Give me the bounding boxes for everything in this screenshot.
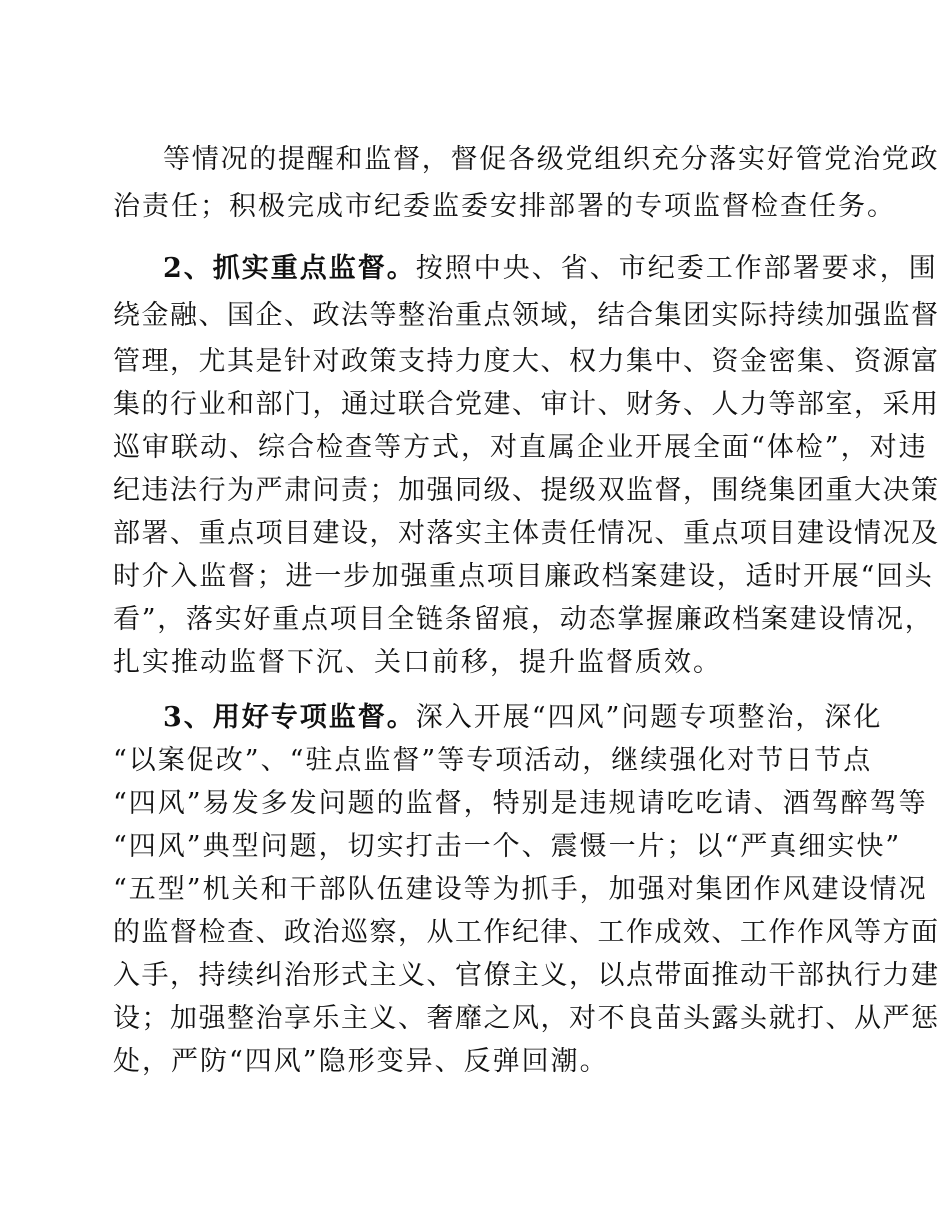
paragraph-3-line: 的监督检查、政治巡察，从工作纪律、工作成效、工作作风等方面 [113,917,940,948]
paragraph-2-line: 绕金融、国企、政法等整治重点领域，结合集团实际持续加强监督 [113,300,940,331]
paragraph-2-first-line [163,249,938,289]
paragraph-3-line: “四风”易发多发问题的监督，特别是违规请吃吃请、酒驾醉驾等 [113,788,928,819]
paragraph-3-line: 入手，持续纠治形式主义、官僚主义，以点带面推动干部执行力建 [113,960,940,991]
paragraph-2-line: 巡审联动、综合检查等方式，对直属企业开展全面“体检”，对违 [113,432,928,463]
paragraph-2-line: 纪违法行为严肃问责；加强同级、提级双监督，围绕集团重大决策 [113,475,940,506]
paragraph-1-line-2: 治责任；积极完成市纪委监委安排部署的专项监督检查任务。 [113,191,896,222]
paragraph-1-line-1: 等情况的提醒和监督，督促各级党组织充分落实好管党治党政 [163,144,940,175]
paragraph-3-first-line-text: 深入开展“四风”问题专项整治，深化 [415,702,883,733]
paragraph-2-line: 时介入监督；进一步加强重点项目廉政档案建设，适时开展“回头 [113,561,934,592]
paragraph-3-line: 设；加强整治享乐主义、奢靡之风，对不良苗头露头就打、从严惩 [113,1003,940,1034]
paragraph-3-line: “五型”机关和干部队伍建设等为抓手，加强对集团作风建设情况 [113,874,928,905]
paragraph-3-line: “以案促改”、“驻点监督”等专项活动，继续强化对节日节点 [113,745,873,776]
paragraph-2-first-line-text: 按照中央、省、市纪委工作部署要求，围 [415,253,938,284]
paragraph-3-line: 处，严防“四风”隐形变异、反弹回潮。 [113,1046,609,1077]
paragraph-2-line: 部署、重点项目建设，对落实主体责任情况、重点项目建设情况及 [113,518,940,549]
paragraph-2-line: 看”，落实好重点项目全链条留痕，动态掌握廉政档案建设情况， [113,604,934,635]
section-heading-2: 2、抓实重点监督。 [163,253,416,284]
paragraph-2-line: 集的行业和部门，通过联合党建、审计、财务、人力等部室，采用 [113,389,940,420]
section-heading-3: 3、用好专项监督。 [163,702,416,733]
paragraph-2-line: 管理，尤其是针对政策支持力度大、权力集中、资金密集、资源富 [113,346,940,377]
paragraph-3-line: “四风”典型问题，切实打击一个、震慑一片；以“严真细实快” [113,831,902,862]
paragraph-3-first-line [163,698,882,738]
paragraph-2-line: 扎实推动监督下沉、关口前移，提升监督质效。 [113,647,722,678]
